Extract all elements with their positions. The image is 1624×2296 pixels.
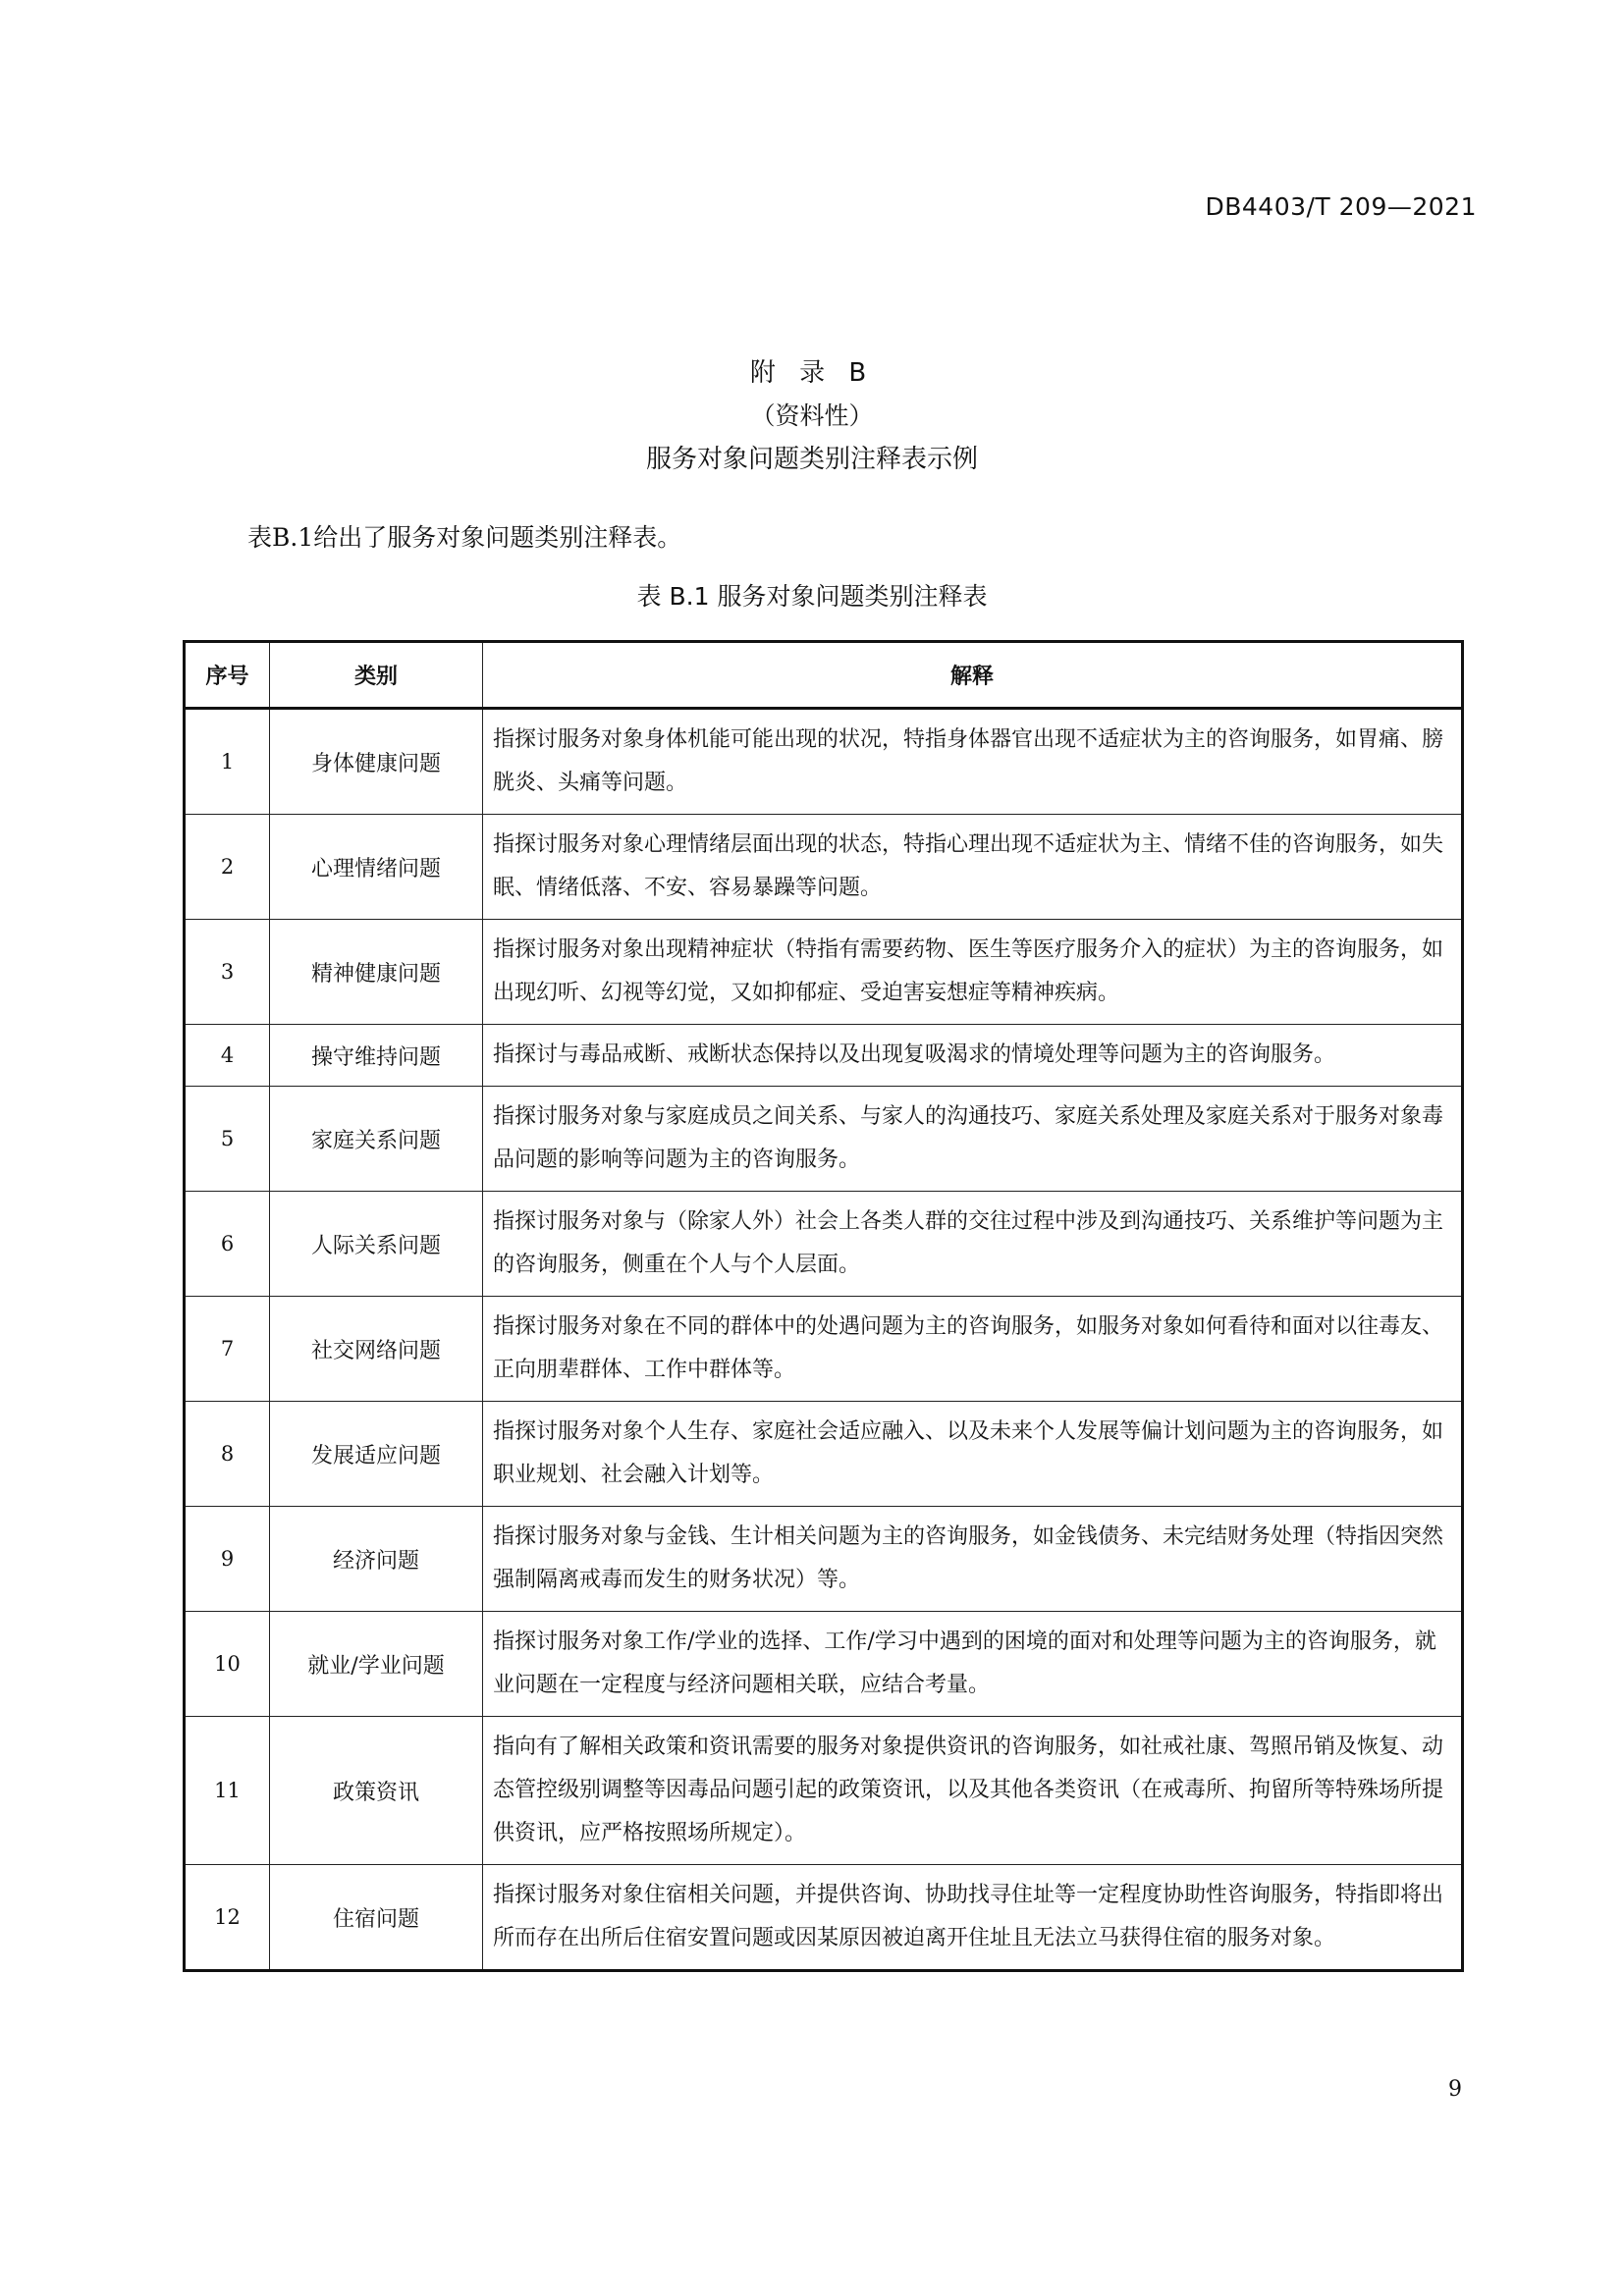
row-description: 指探讨服务对象个人生存、家庭社会适应融入、以及未来个人发展等偏计划问题为主的咨询服务，如职业规划、社会融入计划等。 <box>483 1402 1463 1507</box>
row-num: 3 <box>185 920 270 1025</box>
intro-paragraph: 表B.1给出了服务对象问题类别注释表。 <box>247 523 682 552</box>
table-row <box>185 1612 1463 1717</box>
row-category: 人际关系问题 <box>270 1192 483 1297</box>
row-description: 指探讨服务对象在不同的群体中的处遇问题为主的咨询服务，如服务对象如何看待和面对以往毒友、正向朋辈群体、工作中群体等。 <box>483 1297 1463 1402</box>
category-table <box>183 640 1464 1972</box>
header-category: 类别 <box>270 642 483 709</box>
table-row <box>185 815 1463 920</box>
row-num: 4 <box>185 1025 270 1087</box>
row-category: 身体健康问题 <box>270 709 483 815</box>
row-category: 精神健康问题 <box>270 920 483 1025</box>
row-description: 指探讨服务对象与家庭成员之间关系、与家人的沟通技巧、家庭关系处理及家庭关系对于服务对象毒品问题的影响等问题为主的咨询服务。 <box>483 1087 1463 1192</box>
page-number: 9 <box>1448 2077 1462 2102</box>
row-description: 指探讨服务对象与金钱、生计相关问题为主的咨询服务，如金钱债务、未完结财务处理（特指因突然强制隔离戒毒而发生的财务状况）等。 <box>483 1507 1463 1612</box>
row-category: 操守维持问题 <box>270 1025 483 1087</box>
row-description: 指探讨服务对象住宿相关问题，并提供咨询、协助找寻住址等一定程度协助性咨询服务，特指即将出所而存在出所后住宿安置问题或因某原因被迫离开住址且无法立马获得住宿的服务对象。 <box>483 1865 1463 1971</box>
row-category: 政策资讯 <box>270 1717 483 1865</box>
document-code: DB4403/T 209—2021 <box>1205 192 1477 221</box>
row-num: 8 <box>185 1402 270 1507</box>
table-row <box>185 1087 1463 1192</box>
table-row <box>185 1192 1463 1297</box>
table-row <box>185 920 1463 1025</box>
table-row <box>185 1865 1463 1971</box>
row-num: 6 <box>185 1192 270 1297</box>
row-num: 9 <box>185 1507 270 1612</box>
row-num: 11 <box>185 1717 270 1865</box>
appendix-name: 服务对象问题类别注释表示例 <box>645 445 978 474</box>
row-num: 1 <box>185 709 270 815</box>
table-row <box>185 1025 1463 1087</box>
header-description: 解释 <box>483 642 1463 709</box>
row-description: 指探讨服务对象与（除家人外）社会上各类人群的交往过程中涉及到沟通技巧、关系维护等问题为主的咨询服务，侧重在个人与个人层面。 <box>483 1192 1463 1297</box>
row-num: 2 <box>185 815 270 920</box>
row-num: 12 <box>185 1865 270 1971</box>
appendix-title: 附 录 B <box>749 358 875 388</box>
row-description: 指探讨服务对象身体机能可能出现的状况，特指身体器官出现不适症状为主的咨询服务，如胃痛、膀胱炎、头痛等问题。 <box>483 709 1463 815</box>
row-num: 10 <box>185 1612 270 1717</box>
appendix-subtitle: （资料性） <box>750 401 874 430</box>
row-num: 7 <box>185 1297 270 1402</box>
table-caption: 表 B.1 服务对象问题类别注释表 <box>636 582 988 611</box>
row-category: 家庭关系问题 <box>270 1087 483 1192</box>
table-row <box>185 1297 1463 1402</box>
row-description: 指探讨服务对象心理情绪层面出现的状态，特指心理出现不适症状为主、情绪不佳的咨询服务，如失眠、情绪低落、不安、容易暴躁等问题。 <box>483 815 1463 920</box>
row-category: 住宿问题 <box>270 1865 483 1971</box>
row-num: 5 <box>185 1087 270 1192</box>
row-description: 指探讨服务对象出现精神症状（特指有需要药物、医生等医疗服务介入的症状）为主的咨询服务，如出现幻听、幻视等幻觉，又如抑郁症、受迫害妄想症等精神疾病。 <box>483 920 1463 1025</box>
table-row <box>185 1507 1463 1612</box>
row-description: 指探讨与毒品戒断、戒断状态保持以及出现复吸渴求的情境处理等问题为主的咨询服务。 <box>483 1025 1463 1087</box>
row-description: 指向有了解相关政策和资讯需要的服务对象提供资讯的咨询服务，如社戒社康、驾照吊销及恢复、动态管控级别调整等因毒品问题引起的政策资讯，以及其他各类资讯（在戒毒所、拘留所等特殊场所提供资讯，应严格按照场所规定）。 <box>483 1717 1463 1865</box>
row-description: 指探讨服务对象工作/学业的选择、工作/学习中遇到的困境的面对和处理等问题为主的咨询服务，就业问题在一定程度与经济问题相关联，应结合考量。 <box>483 1612 1463 1717</box>
header-num: 序号 <box>185 642 270 709</box>
row-category: 经济问题 <box>270 1507 483 1612</box>
table-row <box>185 1717 1463 1865</box>
table-row <box>185 1402 1463 1507</box>
row-category: 就业/学业问题 <box>270 1612 483 1717</box>
table-header-row <box>185 642 1463 709</box>
table-row <box>185 709 1463 815</box>
row-category: 发展适应问题 <box>270 1402 483 1507</box>
row-category: 社交网络问题 <box>270 1297 483 1402</box>
row-category: 心理情绪问题 <box>270 815 483 920</box>
